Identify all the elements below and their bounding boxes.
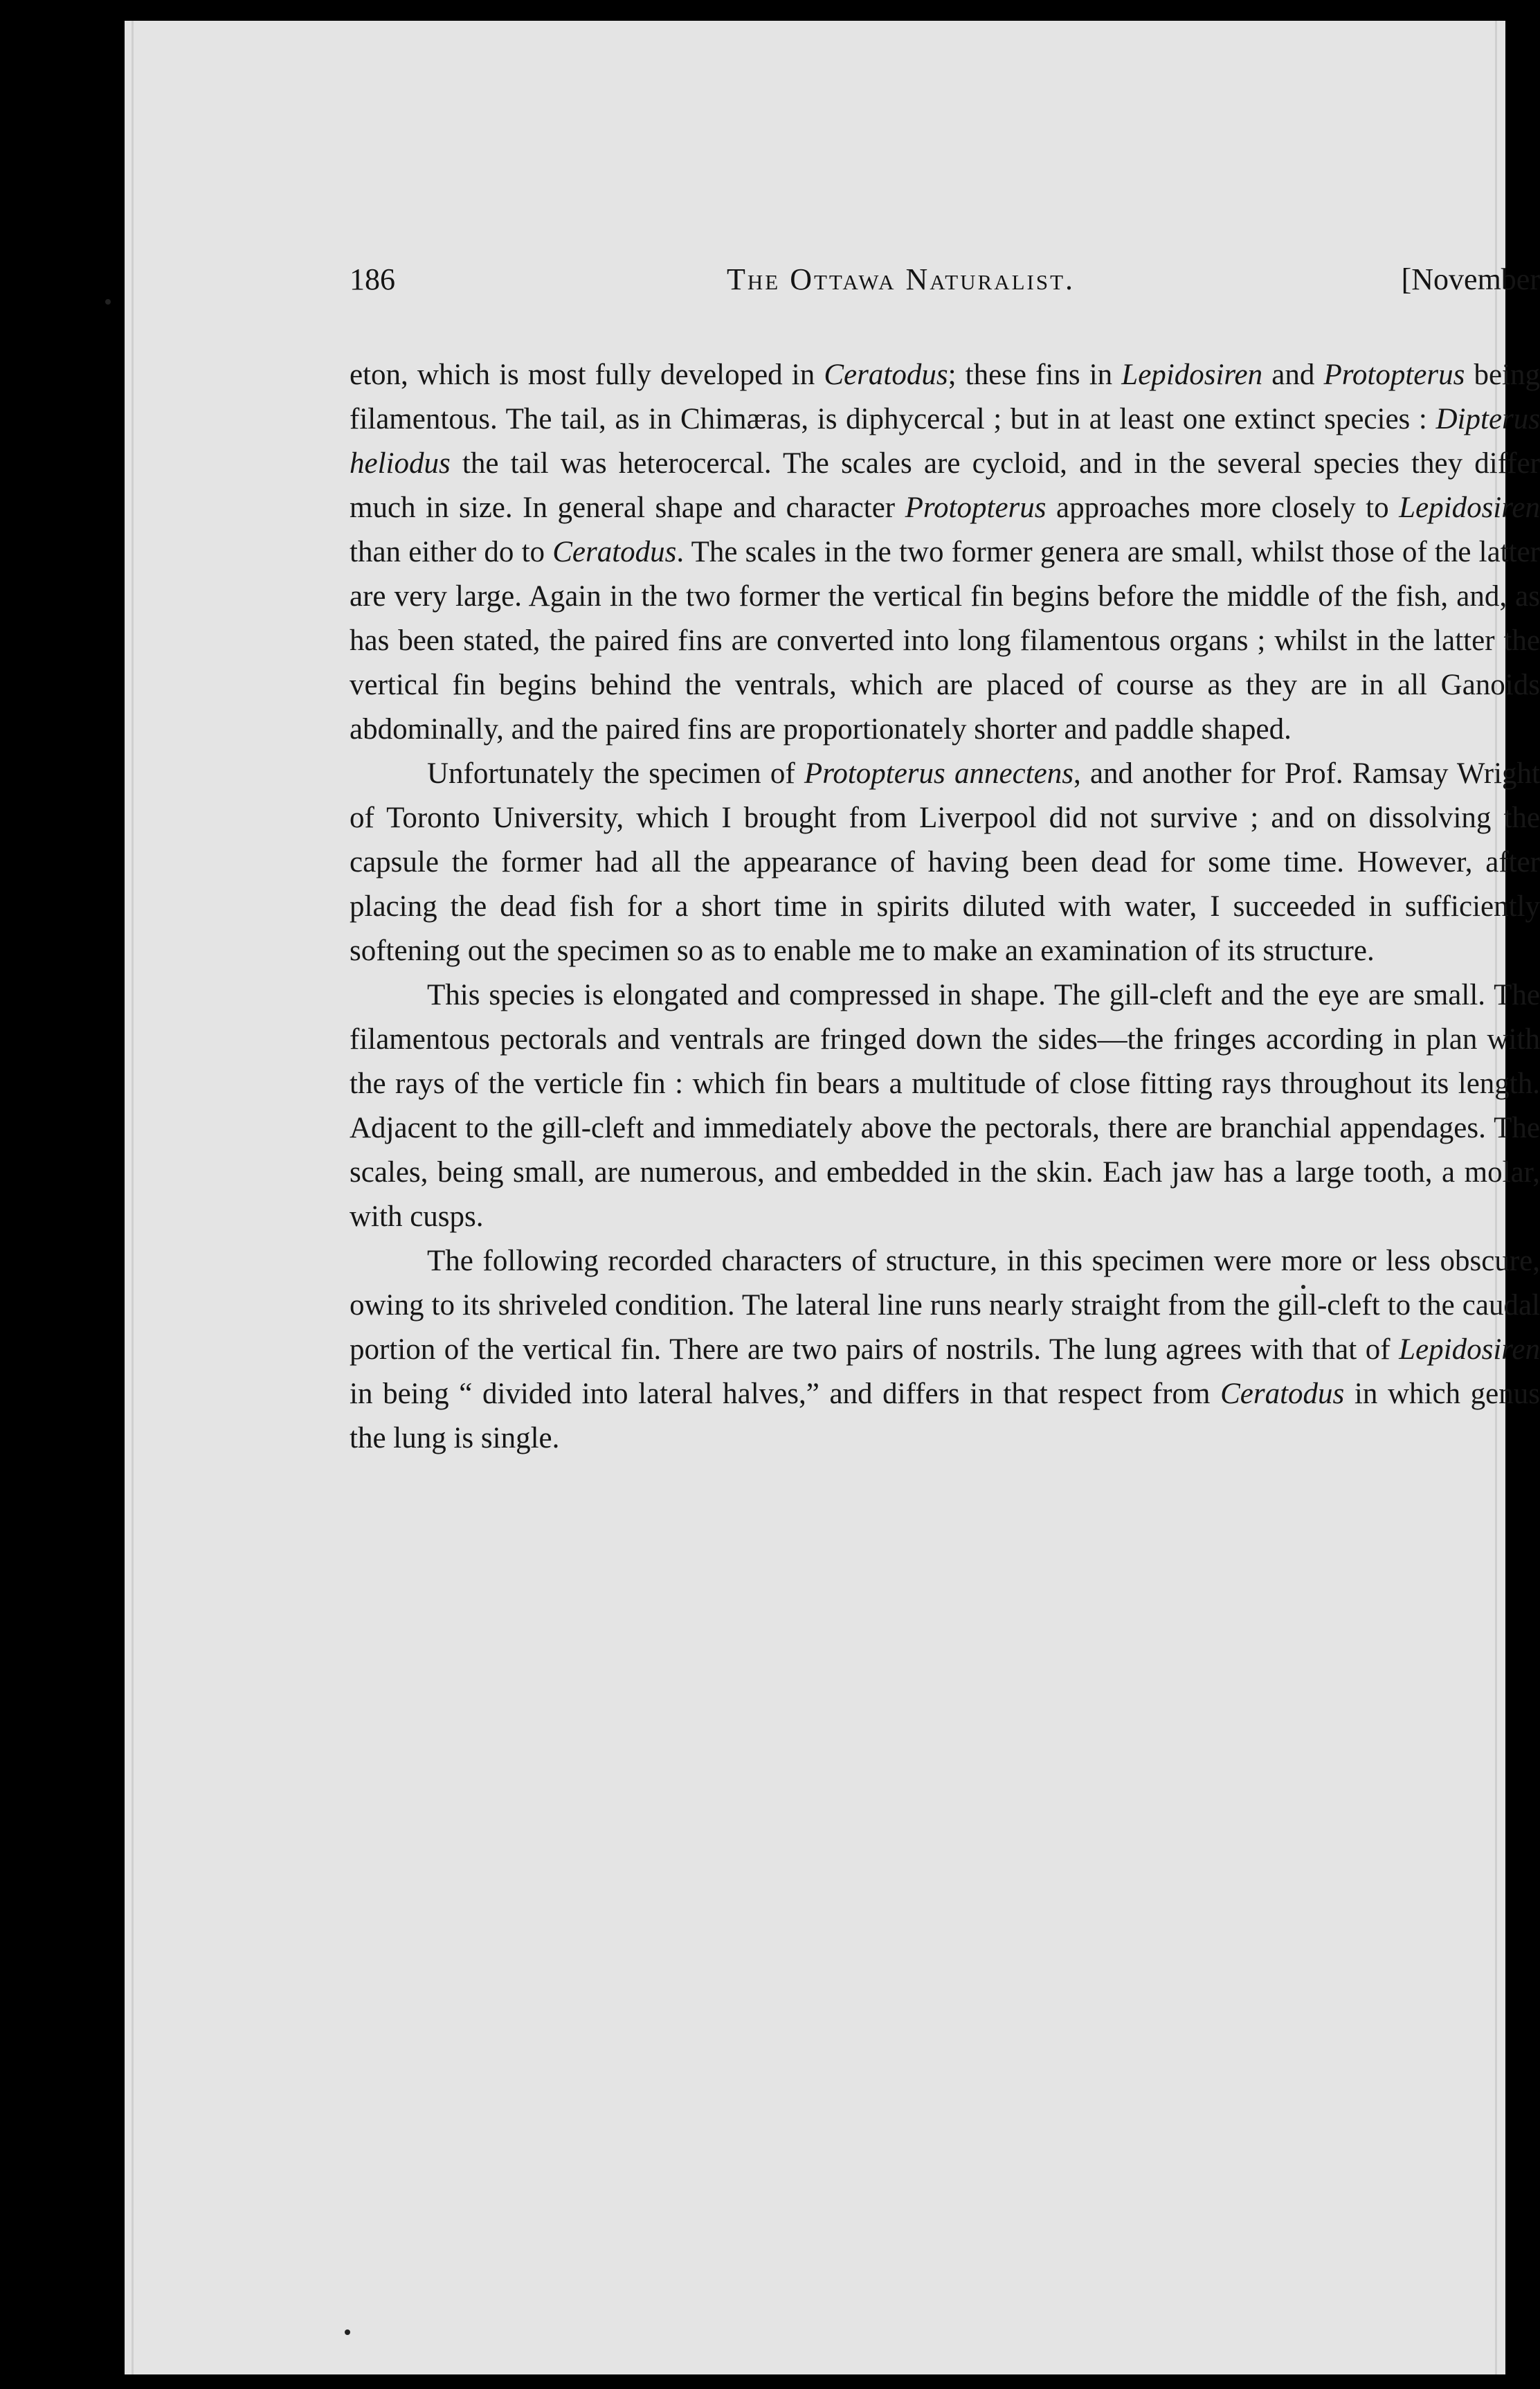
text-run: in which genus the lung is single. xyxy=(350,1378,1540,1454)
italic-taxon-name: Dipterus heliodus xyxy=(350,403,1540,480)
paragraph xyxy=(350,752,1540,973)
text-run: eton, which is most fully developed in xyxy=(350,359,824,391)
paragraph xyxy=(350,353,1540,752)
left-page-edge xyxy=(132,21,134,2374)
italic-taxon-name: Ceratodus xyxy=(552,536,677,568)
text-run: than either do to xyxy=(350,536,553,568)
text-run: and xyxy=(1262,359,1324,391)
article-body xyxy=(350,353,1540,1461)
text-run: , and another for Prof. Ramsay Wright of Toronto University, which I brought from Liverpool did not survive ; and on dissolving the capsule the former had all the appearance of having been dead for some time. However, after placing the dead fish for a short time in spirits diluted with water, I succeeded in sufficiently softening out the specimen so as to enable me to make an examination of its structure. xyxy=(350,757,1540,967)
italic-taxon-name: Lepidosiren xyxy=(1399,1333,1540,1366)
issue-month: [November xyxy=(1401,262,1540,296)
text-run: the tail was heterocercal. The scales are cycloid, and in the several species they differ much in size. In general shape and character xyxy=(350,447,1540,524)
text-run: This species is elongated and compressed in shape. The gill-cleft and the eye are small. The filamentous pectorals and ventrals are fringed down the sides—the fringes according in plan with the rays of the verticle fin : which fin bears a multitude of close fitting rays throughout its length. Adjacent to the gill-cleft and immediately above the pectorals, there are branchial appendages. The scales, being small, are numerous, and embedded in the skin. Each jaw has a large tooth, a molar, with cusps. xyxy=(350,979,1540,1233)
journal-title-text: The Ottawa Naturalist. xyxy=(727,262,1076,296)
italic-taxon-name: Ceratodus xyxy=(1220,1378,1345,1410)
italic-taxon-name: Protopterus xyxy=(1323,359,1465,391)
italic-taxon-name: Protopterus annectens xyxy=(804,757,1074,790)
italic-taxon-name: Protopterus xyxy=(905,492,1047,524)
text-run: being filamentous. The tail, as in Chimæras, is diphycercal ; but in at least one extinct species : xyxy=(350,359,1540,435)
text-run: ; these fins in xyxy=(948,359,1122,391)
italic-taxon-name: Lepidosiren xyxy=(1121,359,1263,391)
journal-title xyxy=(727,262,1075,297)
running-header xyxy=(350,262,1540,310)
text-run: . The scales in the two former genera are small, whilst those of the latter are very large. Again in the two former the vertical fin begins before the middle of the fish, and, as has been stated, the paired fins are converted into long filamentous organs ; whilst in the latter the vertical fin begins behind the ventrals, which are placed of course as they are in all Ganoids abdominally, and the paired fins are proportionately shorter and paddle shaped. xyxy=(350,536,1540,746)
text-run: Unfortunately the specimen of xyxy=(427,757,804,790)
scanned-page xyxy=(125,21,1540,2374)
text-run: in being “ divided into lateral halves,” and differs in that respect from xyxy=(350,1378,1221,1410)
paragraph xyxy=(350,1239,1540,1461)
paragraph xyxy=(350,973,1540,1239)
speck-mark xyxy=(345,2329,350,2335)
page-number: 186 xyxy=(350,262,395,296)
text-run: The following recorded characters of structure, in this specimen were more or less obscure, owing to its shriveled condition. The lateral line runs nearly straight from the gill-cleft to the caudal portion of the vertical fin. There are two pairs of nostrils. The lung agrees with that of xyxy=(350,1245,1540,1366)
speck-mark xyxy=(105,299,111,305)
text-run: approaches more closely to xyxy=(1046,492,1399,524)
italic-taxon-name: Ceratodus xyxy=(824,359,948,391)
italic-taxon-name: Lepidosiren xyxy=(1399,492,1540,524)
